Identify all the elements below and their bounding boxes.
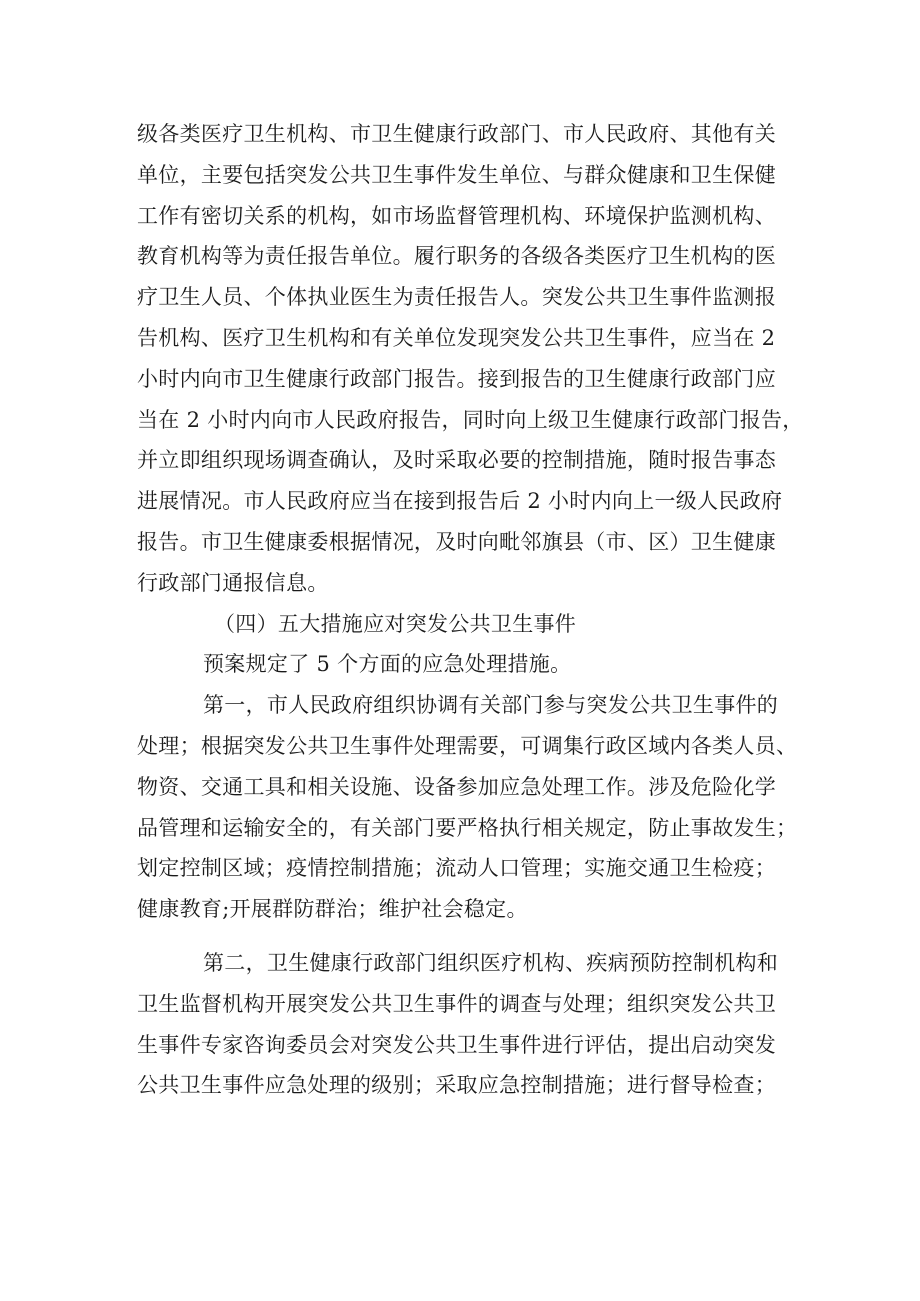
- text-line: 处理；根据突发公共卫生事件处理需要，可调集行政区域内各类人员、: [137, 733, 798, 758]
- section-heading: [137, 604, 787, 645]
- paragraph-gap: [137, 930, 787, 943]
- text-line: 报告。市卫生健康委根据情况，及时向毗邻旗县（市、区）卫生健康: [137, 529, 776, 554]
- text-line: 教育机构等为责任报告单位。履行职务的各级各类医疗卫生机构的医: [137, 244, 776, 269]
- document-body: [137, 114, 804, 1106]
- text-line: 级各类医疗卫生机构、市卫生健康行政部门、市人民政府、其他有关: [137, 122, 776, 146]
- text-line: 划定控制区域；疫情控制措施；流动人口管理；实施交通卫生检疫；: [137, 856, 776, 881]
- text-line: 品管理和运输安全的，有关部门要严格执行相关规定，防止事故发生；: [137, 815, 798, 840]
- text-line: 进展情况。市人民政府应当在接到报告后 2 小时内向上一级人民政府: [137, 489, 783, 514]
- paragraph-measure-second: [137, 943, 787, 1106]
- text-line: 生事件专家咨询委员会对突发公共卫生事件进行评估，提出启动突发: [137, 1032, 776, 1057]
- text-line: 第一，市人民政府组织协调有关部门参与突发公共卫生事件的: [203, 693, 779, 718]
- text-line: 当在 2 小时内向市人民政府报告，同时向上级卫生健康行政部门报告，: [137, 407, 804, 432]
- text-line: 健康教育;开展群防群治；维护社会稳定。: [137, 897, 528, 922]
- text-line: 工作有密切关系的机构，如市场监督管理机构、环境保护监测机构、: [137, 203, 776, 228]
- text-line: 卫生监督机构开展突发公共卫生事件的调查与处理；组织突发公共卫: [137, 991, 776, 1016]
- text-line: 物资、交通工具和相关设施、设备参加应急处理工作。涉及危险化学: [137, 774, 776, 799]
- paragraph-measures-intro: [137, 644, 787, 685]
- text-line: 预案规定了 5 个方面的应急处理措施。: [203, 652, 572, 677]
- text-line: 行政部门通报信息。: [137, 570, 329, 595]
- paragraph-reporting-units: [137, 114, 804, 604]
- text-line: 单位，主要包括突发公共卫生事件发生单位、与群众健康和卫生保健: [137, 162, 776, 187]
- text-line: 疗卫生人员、个体执业医生为责任报告人。突发公共卫生事件监测报: [137, 285, 776, 310]
- text-line: 公共卫生事件应急处理的级别；采取应急控制措施；进行督导检查；: [137, 1073, 776, 1098]
- text-line: 小时内向市卫生健康行政部门报告。接到报告的卫生健康行政部门应: [137, 366, 776, 391]
- text-line: 并立即组织现场调查确认，及时采取必要的控制措施，随时报告事态: [137, 448, 776, 473]
- paragraph-measure-first: [137, 685, 798, 930]
- text-line: 第二，卫生健康行政部门组织医疗机构、疾病预防控制机构和: [203, 950, 779, 975]
- heading-text: （四）五大措施应对突发公共卫生事件: [214, 611, 577, 636]
- text-line: 告机构、医疗卫生机构和有关单位发现突发公共卫生事件，应当在 2: [137, 325, 776, 350]
